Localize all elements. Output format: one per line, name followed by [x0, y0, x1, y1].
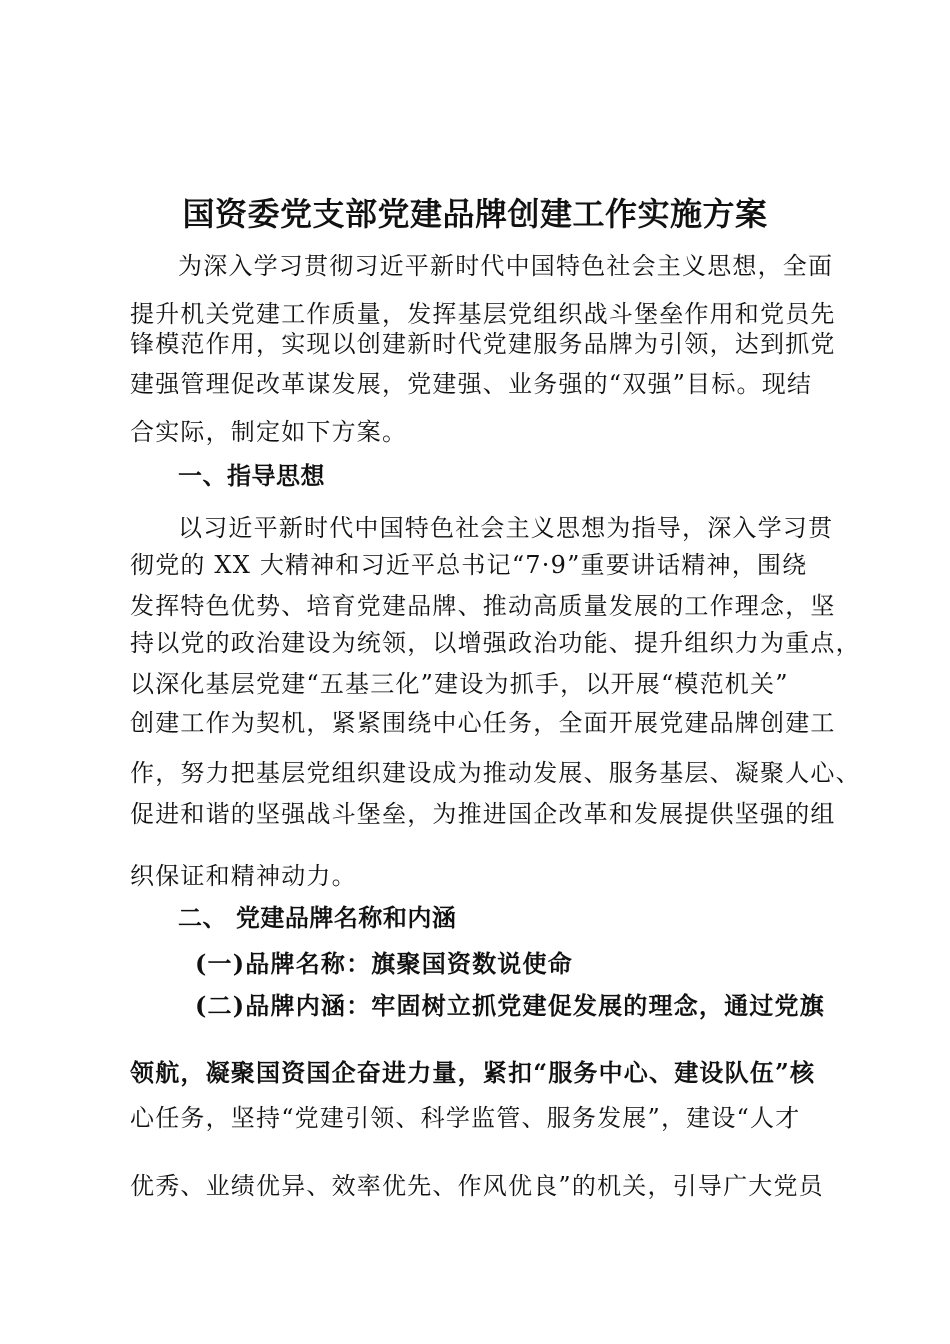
- section2-heading: 二、 党建品牌名称和内涵: [178, 904, 457, 932]
- section1-line-9: 织保证和精神动力。: [130, 862, 357, 890]
- brand-name-line: (一)品牌名称：旗聚国资数说使命: [195, 949, 573, 978]
- section1-heading: 一、指导思想: [178, 462, 325, 490]
- intro-line-5: 合实际，制定如下方案。: [130, 418, 408, 446]
- section1-line-7: 作，努力把基层党组织建设成为推动发展、服务基层、凝聚人心、: [130, 759, 861, 787]
- body-tail-line-2: 优秀、业绩优异、效率优先、作风优良”的机关，引导广大党员: [130, 1172, 824, 1200]
- section1-line-3: 发挥特色优势、培育党建品牌、推动高质量发展的工作理念，坚: [130, 592, 836, 620]
- brand-meaning-line-1: (二)品牌内涵：牢固树立抓党建促发展的理念，通过党旗: [195, 991, 825, 1020]
- section1-line-4: 持以党的政治建设为统领，以增强政治功能、提升组织力为重点，: [130, 629, 861, 657]
- intro-line-4: 建强管理促改革谋发展，党建强、业务强的“双强”目标。现结: [130, 370, 813, 398]
- intro-line-2: 提升机关党建工作质量，发挥基层党组织战斗堡垒作用和党员先: [130, 300, 836, 328]
- section1-line-8: 促进和谐的坚强战斗堡垒，为推进国企改革和发展提供坚强的组: [130, 800, 836, 828]
- document-title: 国资委党支部党建品牌创建工作实施方案: [182, 195, 768, 233]
- section1-line-1: 以习近平新时代中国特色社会主义思想为指导，深入学习贯: [178, 514, 834, 542]
- body-tail-line-1: 心任务，坚持“党建引领、科学监管、服务发展”，建设“人才: [130, 1104, 801, 1132]
- intro-line-3: 锋模范作用，实现以创建新时代党建服务品牌为引领，达到抓党: [130, 330, 836, 358]
- section1-line-2: 彻党的 XX 大精神和习近平总书记“7·9”重要讲话精神，围绕: [130, 551, 808, 579]
- intro-line-1: 为深入学习贯彻习近平新时代中国特色社会主义思想，全面: [178, 252, 834, 280]
- section1-line-6: 创建工作为契机，紧紧围绕中心任务，全面开展党建品牌创建工: [130, 709, 836, 737]
- brand-meaning-line-2: 领航，凝聚国资国企奋进力量，紧扣“服务中心、建设队伍”核: [130, 1058, 816, 1087]
- section1-line-5: 以深化基层党建“五基三化”建设为抓手，以开展“模范机关”: [130, 670, 789, 698]
